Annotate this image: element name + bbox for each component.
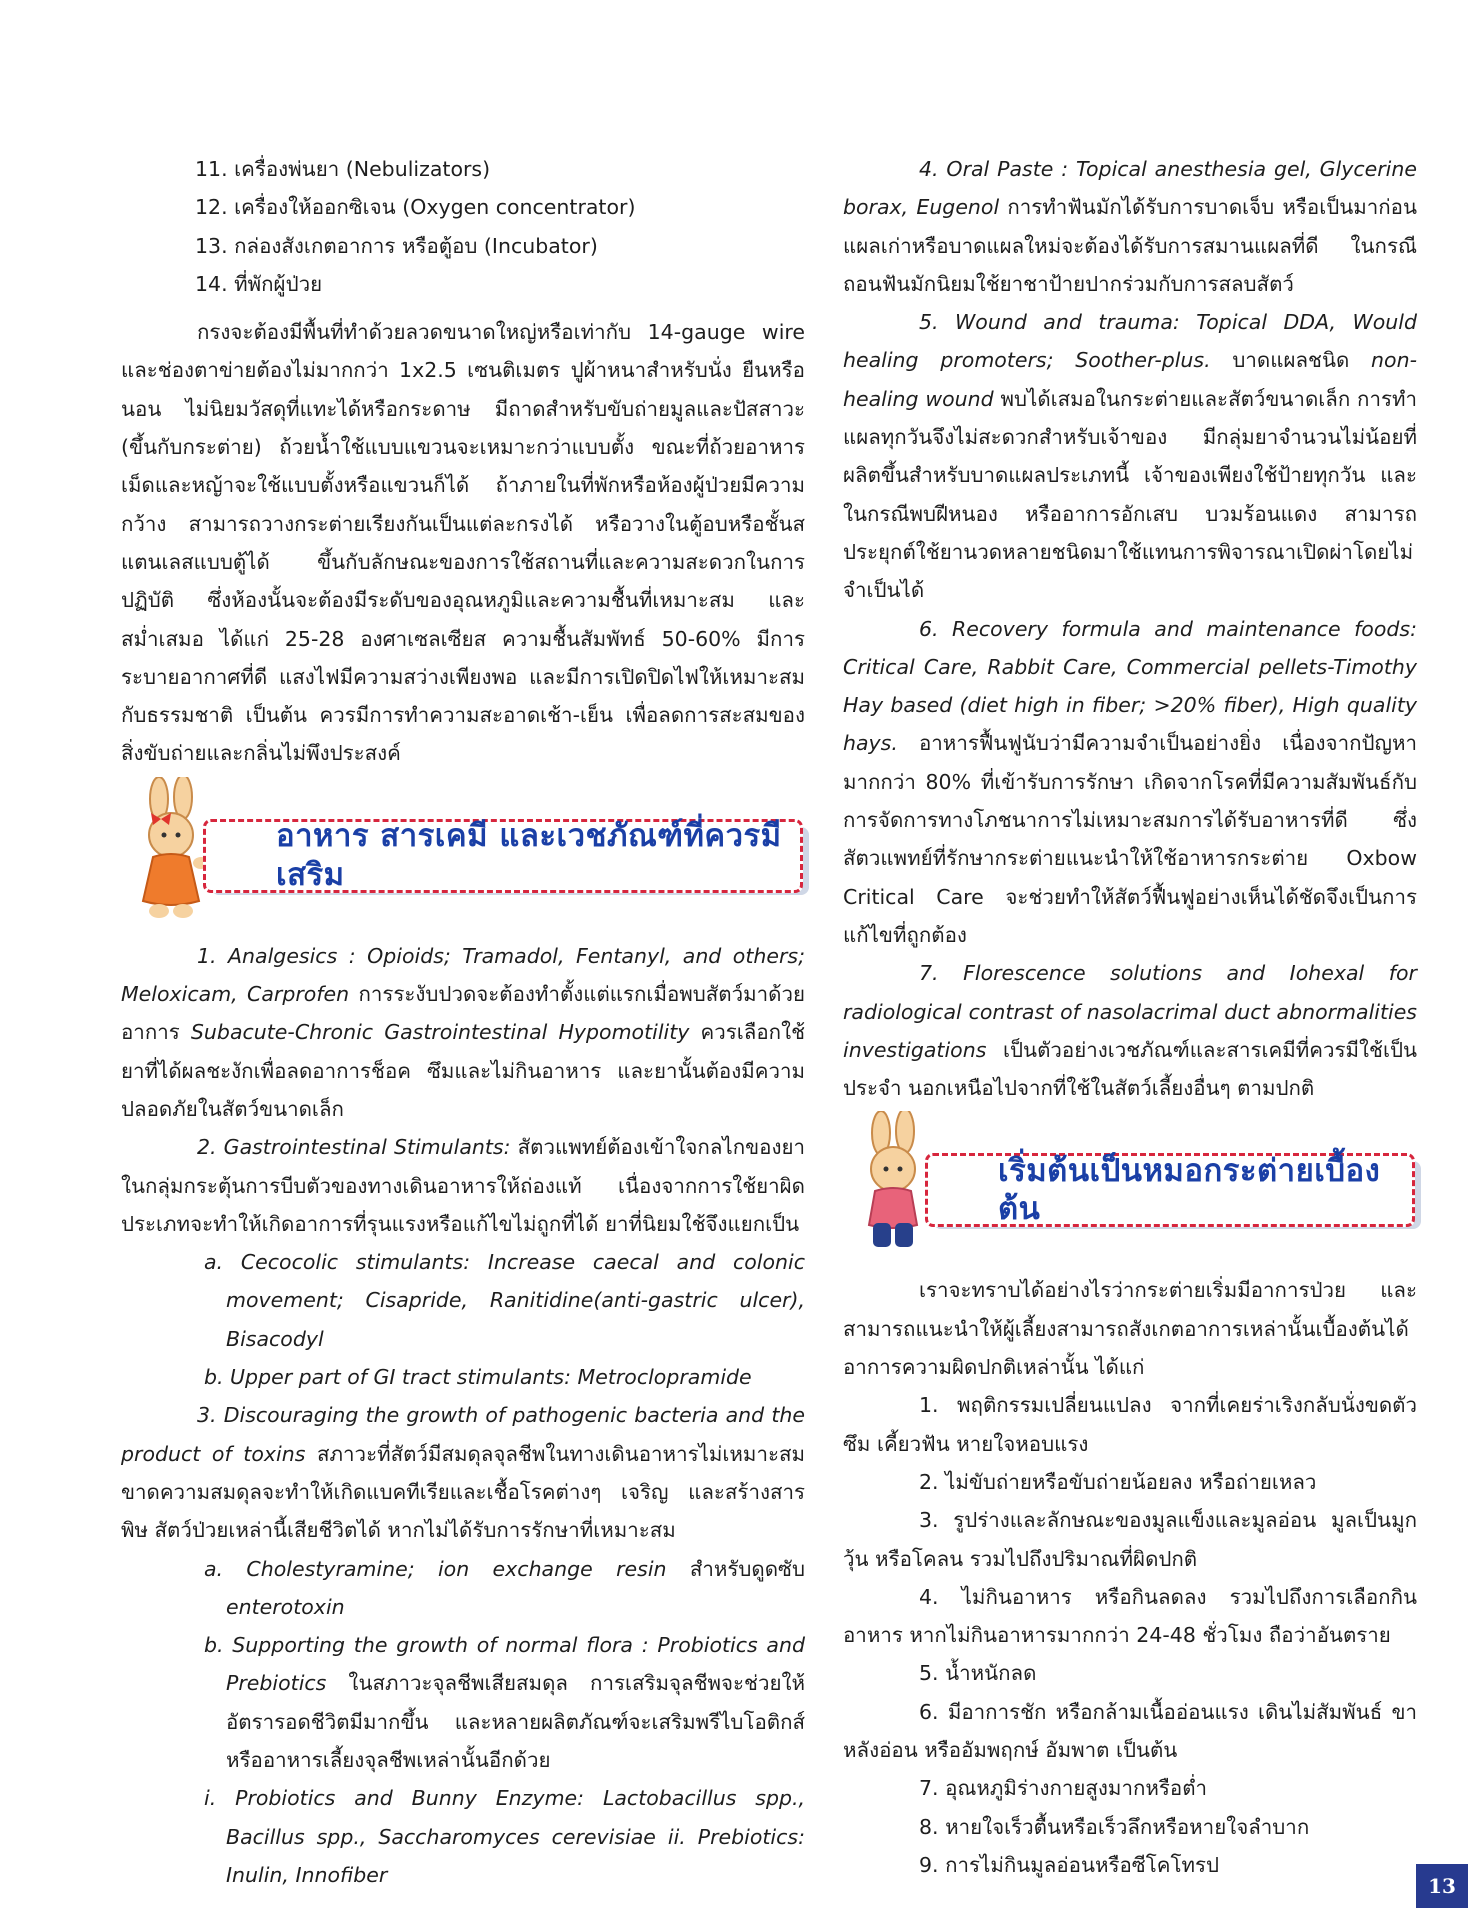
page-number: 13 xyxy=(1416,1864,1468,1908)
wound-paragraph: 5. Wound and trauma: Topical DDA, Would healing promoters; Soother-plus. บาดแผลชนิด non-healing wound พบได้เสมอในกระต่ายและสัตว์ขนาดเล็ก การทำแผลทุกวันจึงไม่สะดวกสำหรับเจ้าของ มีกลุ่มยาจำนวนไม่น้อยที่ผลิตขึ้นสำหรับบาดแผลประเภทนี้ เจ้าของเพียงใช้ป้ายทุกวัน และในกรณีพบฝีหนอง หรืออาการอักเสบ บวมร้อนแดง สามารถประยุกต์ใช้ยานวดหลายชนิดมาใช้แทนการพิจารณาเปิดผ่าโดยไม่จำเป็นได้ xyxy=(843,310,1418,603)
pathogenic-item-a: a. Cholestyramine; ion exchange resin สำหรับดูดซับ enterotoxin xyxy=(204,1556,805,1619)
list-item: 4. ไม่กินอาหาร หรือกินลดลง รวมไปถึงการเลือกกินอาหาร หากไม่กินอาหารมากกว่า 24-48 ชั่วโมง ถือว่าอันตราย xyxy=(843,1584,1417,1648)
right-column xyxy=(843,150,1417,1884)
list-item: 9. การไม่กินมูลอ่อนหรือซีโคโทรป xyxy=(919,1852,1219,1877)
list-item: 5. น้ำหนักลด xyxy=(919,1661,1037,1686)
florescence-paragraph: 7. Florescence solutions and Iohexal for radiological contrast of nasolacrimal duct abnormalities investigations เป็นตัวอย่างเวชภัณฑ์และสารเคมีที่ควรมีใช้เป็นประจำ นอกเหนือไปจากที่ใช้ในสัตว์เลี้ยงอื่นๆ ตามปกติ xyxy=(843,961,1417,1101)
pathogenic-item-i: i. Probiotics and Bunny Enzyme: Lactobacillus spp., Bacillus spp., Saccharomyces cerevisiae ii. Prebiotics: Inulin, Innofiber xyxy=(204,1786,805,1887)
list-item: 6. มีอาการชัก หรือกล้ามเนื้ออ่อนแรง เดินไม่สัมพันธ์ ขาหลังอ่อน หรืออัมพฤกษ์ อัมพาต เป็นต้น xyxy=(843,1699,1417,1762)
banner-title: อาหาร สารเคมี และเวชภัณฑ์ที่ควรมีเสริม xyxy=(276,818,782,893)
list-item: 1. พฤติกรรมเปลี่ยนแปลง จากที่เคยร่าเริงกลับนั่งขดตัว ซึม เคี้ยวฟัน หายใจหอบแรง xyxy=(843,1393,1417,1456)
gi-stimulants-paragraph: 2. Gastrointestinal Stimulants: สัตวแพทย์ต้องเข้าใจกลไกของยาในกลุ่มกระตุ้นการบีบตัวของทางเดินอาหารให้ถ่องแท้ เนื่องจากการใช้ยาผิดประเภทจะทำให้เกิดอาการที่รุนแรงหรือแก้ไขไม่ถูกที่ได้ ยาที่นิยมใช้จึงแยกเป็น xyxy=(121,1135,805,1236)
recovery-paragraph: 6. Recovery formula and maintenance foods: Critical Care, Rabbit Care, Commercial pellets-Timothy Hay based (diet high in fiber; >20% fiber), High quality hays. อาหารฟื้นฟูนับว่ามีความจำเป็นอย่างยิ่ง เนื่องจากปัญหามากกว่า 80% ที่เข้ารับการรักษา เกิดจากโรคที่มีความสัมพันธ์กับการจัดการทางโภชนาการไม่เหมาะสมการได้รับอาหารที่ดี ซึ่งสัตวแพทย์ที่รักษากระต่ายแนะนำให้ใช้อาหารกระต่าย Oxbow Critical Care จะช่วยทำให้สัตว์ฟื้นฟูอย่างเห็นได้ชัดจึงเป็นการแก้ไขที่ถูกต้อง xyxy=(843,616,1417,947)
section-banner-basics xyxy=(843,1111,1417,1257)
analgesics-paragraph: 1. Analgesics : Opioids; Tramadol, Fentanyl, and others; Meloxicam, Carprofen การระงับปวดจะต้องทำตั้งแต่แรกเมื่อพบสัตว์มาด้วยอาการ Subacute-Chronic Gastrointestinal Hypomotility ควรเลือกใช้ยาที่ได้ผลชะงักเพื่อลดอาการช็อค ซึมและไม่กินอาหาร และยานั้นต้องมีความปลอดภัยในสัตว์ขนาดเล็ก xyxy=(121,943,806,1121)
left-column xyxy=(121,150,805,1894)
gi-item-a: a. Cecocolic stimulants: Increase caecal and colonic movement; Cisapride, Ranitidine(anti-gastric ulcer), Bisacodyl xyxy=(204,1250,805,1351)
cage-paragraph: กรงจะต้องมีพื้นที่ทำด้วยลวดขนาดใหญ่หรือเท่ากับ 14-gauge wire และช่องตาข่ายต้องไม่มากกว่า 1x2.5 เซนติเมตร ปูผ้าหนาสำหรับนั่ง ยืนหรือนอน ไม่นิยมวัสดุที่แทะได้หรือกระดาษ มีถาดสำหรับขับถ่ายมูลและปัสสาวะ (ขึ้นกับกระต่าย) ถ้วยน้ำใช้แบบแขวนจะเหมาะกว่าแบบตั้ง ขณะที่ถ้วยอาหารเม็ดและหญ้าจะใช้แบบตั้งหรือแขวนก็ได้ ถ้าภายในที่พักหรือห้องผู้ป่วยมีความกว้าง สามารถวางกระต่ายเรียงกันเป็นแต่ละกรงได้ หรือวางในตู้อบหรือชั้นสแตนเลสแบบตู้ได้ ขึ้นกับลักษณะของการใช้สถานที่และความสะดวกในการปฏิบัติ ซึ่งห้องนั้นจะต้องมีระดับของอุณหภูมิและความชื้นที่เหมาะสม และสม่ำเสมอ ได้แก่ 25-28 องศาเซลเซียส ความชื้นสัมพัทธ์ 50-60% มีการระบายอากาศที่ดี แสงไฟมีความสว่างเพียงพอ และมีการเปิดปิดไฟให้เหมาะสมกับธรรมชาติ เป็นต้น ควรมีการทำความสะอาดเช้า-เย็น เพื่อลดการสะสมของสิ่งขับถ่ายและกลิ่นไม่พึงประสงค์ xyxy=(121,320,805,766)
oral-paste-paragraph: 4. Oral Paste : Topical anesthesia gel, Glycerine borax, Eugenol การทำฟันมักได้รับการบาดเจ็บ หรือเป็นมาก่อน แผลเก่าหรือบาดแผลใหม่จะต้องได้รับการสมานแผลที่ดี ในกรณีถอนฟันมักนิยมใช้ยาชาป้ายปากร่วมกับการสลบสัตว์ xyxy=(843,157,1417,296)
pathogenic-paragraph: 3. Discouraging the growth of pathogenic bacteria and the product of toxins สภาวะที่สัตว์มีสมดุลจุลชีพในทางเดินอาหารไม่เหมาะสม ขาดความสมดุลจะทำให้เกิดแบคทีเรียและเชื้อโรคต่างๆ เจริญ และสร้างสารพิษ สัตว์ป่วยเหล่านี้เสียชีวิตได้ หากไม่ได้รับการรักษาที่เหมาะสม xyxy=(121,1403,805,1543)
list-item: 13. กล่องสังเกตอาการ หรือตู้อบ (Incubator) xyxy=(195,233,598,258)
list-item: 8. หายใจเร็วตื้นหรือเร็วลึกหรือหายใจลำบาก xyxy=(919,1814,1310,1839)
section-banner-supplies xyxy=(121,777,805,923)
list-item: 12. เครื่องให้ออกซิเจน (Oxygen concentrator) xyxy=(195,195,636,220)
gi-item-b: b. Upper part of GI tract stimulants: Metroclopramide xyxy=(204,1365,752,1390)
list-item: 3. รูปร่างและลักษณะของมูลแข็งและมูลอ่อน มูลเป็นมูก วุ้น หรือโคลน รวมไปถึงปริมาณที่ผิดปกติ xyxy=(843,1508,1417,1571)
pathogenic-item-b: b. Supporting the growth of normal flora : Probiotics and Prebiotics ในสภาวะจุลชีพเสียสมดุล การเสริมจุลชีพจะช่วยให้อัตรารอดชีวิตมีมากขึ้น และหลายผลิตภัณฑ์จะเสริมพรีไบโอติกส์หรืออาหารเลี้ยงจุลชีพเหล่านั้นอีกด้วย xyxy=(204,1633,805,1772)
banner-title: เริ่มต้นเป็นหมอกระต่ายเบื้องต้น xyxy=(998,1153,1381,1228)
intro-paragraph: เราจะทราบได้อย่างไรว่ากระต่ายเริ่มมีอาการป่วย และสามารถแนะนำให้ผู้เลี้ยงสามารถสังเกตอาการเหล่านั้นเบื้องต้นได้ อาการความผิดปกติเหล่านั้น ได้แก่ xyxy=(843,1278,1417,1380)
list-item: 11. เครื่องพ่นยา (Nebulizators) xyxy=(195,157,491,181)
list-item: 2. ไม่ขับถ่ายหรือขับถ่ายน้อยลง หรือถ่ายเหลว xyxy=(919,1469,1317,1494)
equipment-list xyxy=(121,150,805,303)
list-item: 7. อุณหภูมิร่างกายสูงมากหรือต่ำ xyxy=(919,1776,1208,1801)
list-item: 14. ที่พักผู้ป่วย xyxy=(195,271,323,296)
